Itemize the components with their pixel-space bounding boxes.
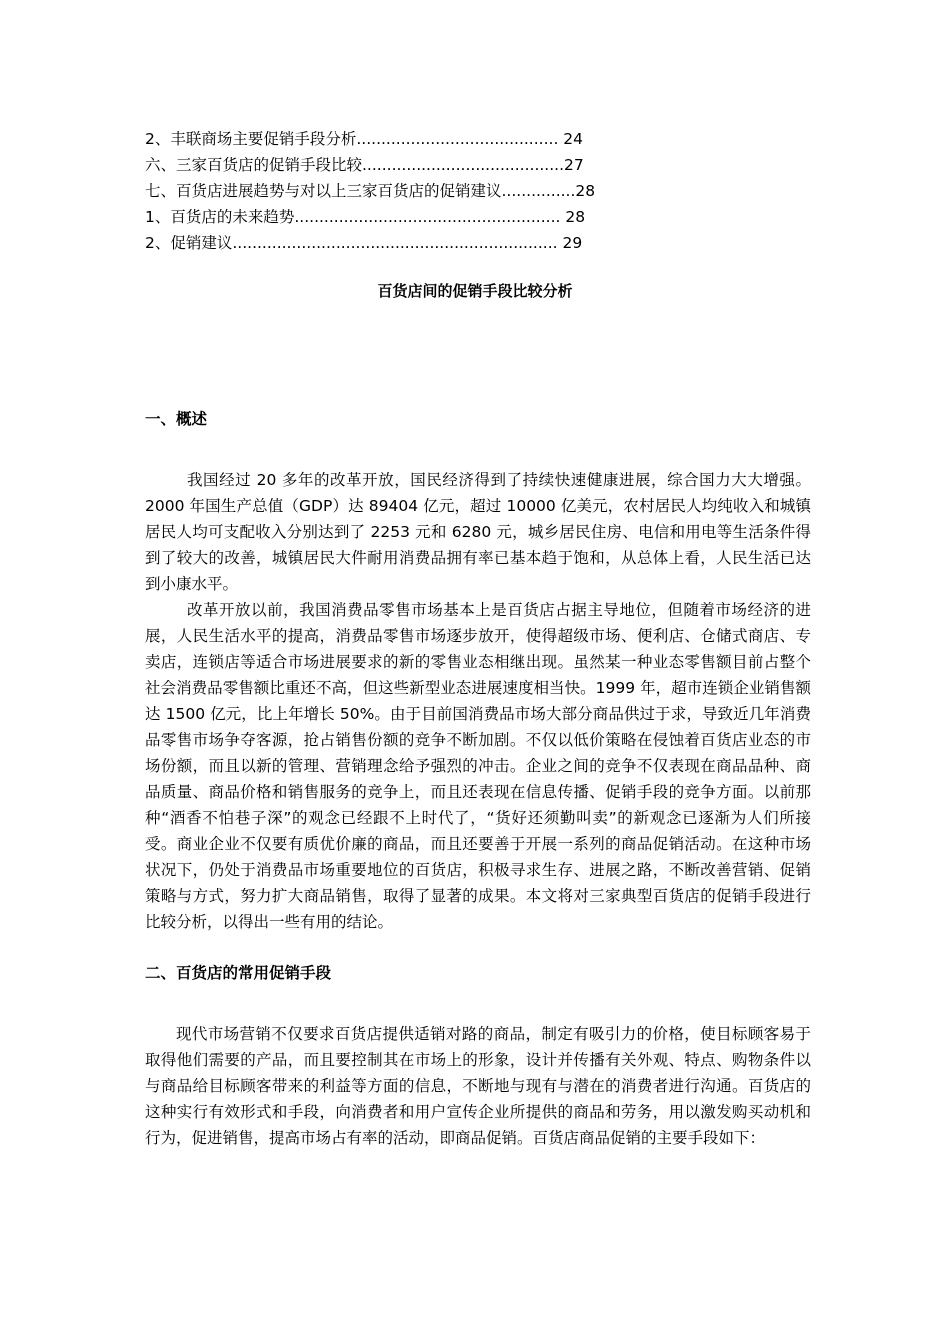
toc-entry[interactable]: 六、三家百货店的促销手段比较.........................................27 <box>145 156 584 174</box>
toc-entry[interactable]: 1、百货店的未来趋势...................................................... 28 <box>145 208 586 226</box>
toc-entry[interactable]: 七、百货店进展趋势与对以上三家百货店的促销建议...............28 <box>145 182 596 200</box>
toc-entry[interactable]: 2、丰联商场主要促销手段分析......................................... 24 <box>145 130 584 148</box>
toc-entry[interactable]: 2、促销建议.................................................................. 29 <box>145 234 583 252</box>
paragraph: 我国经过 20 多年的改革开放，国民经济得到了持续快速健康进展，综合国力大大增强。2000 年国生产总值（GDP）达 89404 亿元，超过 10000 亿美元，农村居民人均纯收入和城镇居民人均可支配收入分别达到了 2253 元和 6280 元，城乡居民住房、电信和用电等生活条件得到了较大的改善，城镇居民大件耐用消费品拥有率已基本趋于饱和，从总体上看，人民生活已达到小康水平。 <box>145 471 811 593</box>
section-body-overview <box>145 467 811 935</box>
table-of-contents <box>145 126 805 256</box>
paragraph: 改革开放以前，我国消费品零售市场基本上是百货店占据主导地位，但随着市场经济的进展，人民生活水平的提高，消费品零售市场逐步放开，使得超级市场、便利店、仓储式商店、专卖店，连锁店等适合市场进展要求的新的零售业态相继出现。虽然某一种业态零售额目前占整个社会消费品零售额比重还不高，但这些新型业态进展速度相当快。1999 年，超市连锁企业销售额达 1500 亿元，比上年增长 50%。由于目前国消费品市场大部分商品供过于求，导致近几年消费品零售市场争夺客源，抢占销售份额的竞争不断加剧。不仅以低价策略在侵蚀着百货店业态的市场份额，而且以新的管理、营销理念给予强烈的冲击。企业之间的竞争不仅表现在商品品种、商品质量、商品价格和销售服务的竞争上，而且还表现在信息传播、促销手段的竞争方面。以前那种“酒香不怕巷子深”的观念已经跟不上时代了，“货好还须勤叫卖”的新观念已逐渐为人们所接受。商业企业不仅要有质优价廉的商品，而且还要善于开展一系列的商品促销活动。在这种市场状况下，仍处于消费品市场重要地位的百货店，积极寻求生存、进展之路，不断改善营销、促销策略与方式，努力扩大商品销售，取得了显著的成果。本文将对三家典型百货店的促销手段进行比较分析，以得出一些有用的结论。 <box>145 601 811 931</box>
section-heading-promotion-methods: 二、百货店的常用促销手段 <box>145 964 332 982</box>
paragraph: 现代市场营销不仅要求百货店提供适销对路的商品，制定有吸引力的价格，使目标顾客易于取得他们需要的产品，而且要控制其在市场上的形象，设计并传播有关外观、特点、购物条件以与商品给目标顾客带来的利益等方面的信息，不断地与现有与潜在的消费者进行沟通。百货店的这种实行有效形式和手段，向消费者和用户宣传企业所提供的商品和劳务，用以激发购买动机和行为，促进销售，提高市场占有率的活动，即商品促销。百货店商品促销的主要手段如下： <box>145 1025 811 1147</box>
section-body-promotion-methods <box>145 1021 811 1151</box>
document-title: 百货店间的促销手段比较分析 <box>377 282 573 300</box>
section-heading-overview: 一、概述 <box>145 410 208 428</box>
